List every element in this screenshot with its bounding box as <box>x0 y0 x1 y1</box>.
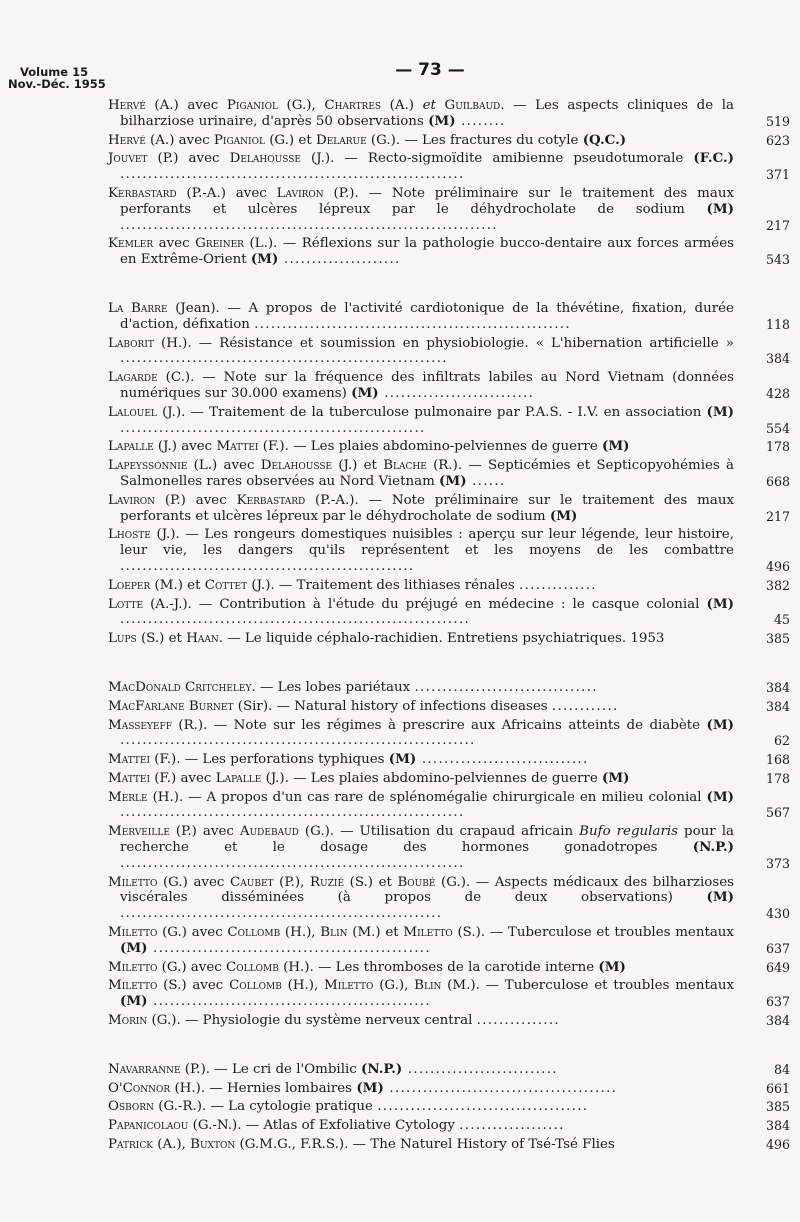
index-entry <box>108 875 790 922</box>
page-ref: 567 <box>765 805 790 821</box>
author-name: O'Connor <box>108 1080 171 1096</box>
page-ref: 217 <box>765 217 790 233</box>
index-entry <box>108 1099 790 1115</box>
index-entry <box>108 597 790 629</box>
author-name: Blin <box>414 978 442 994</box>
entry-text <box>108 718 734 750</box>
author-name: Hervé <box>108 132 146 148</box>
index-entry <box>108 186 790 233</box>
author-name: Hervé <box>108 98 146 113</box>
entry-segment: (A.) avec <box>145 132 214 148</box>
entry-segment: . — Les lobes pariétaux <box>251 679 415 695</box>
entry-segment: (P.) avec <box>169 824 240 840</box>
author-name: Laviron <box>276 185 324 201</box>
index-entries <box>108 98 790 1186</box>
author-name: Delahousse <box>229 151 301 167</box>
author-name: Lotte <box>108 596 144 612</box>
entry-segment: (J.). — Traitement de la tuberculose pulmonaire par P.A.S. - I.V. en association <box>156 404 707 420</box>
page-ref: 384 <box>765 1013 790 1029</box>
leader-dots: ........................................................... <box>120 351 448 367</box>
index-entry <box>108 527 790 574</box>
type-code: (M) <box>388 751 417 768</box>
entry-segment: (A.-J.). — Contribution à l'étude du préjugé en médecine : le casque colonial <box>143 596 707 612</box>
entry-segment: (G.) avec <box>157 925 228 941</box>
author-name: Lapeyssonnie <box>108 458 188 474</box>
entry-segment: (G.) et <box>264 132 316 148</box>
index-entry <box>108 336 790 368</box>
page-ref: 373 <box>765 855 790 871</box>
entry-segment <box>436 98 445 113</box>
author-name: Miletto <box>108 874 158 890</box>
leader-dots: .............. <box>519 577 597 593</box>
entry-segment: (G.M.G., F.R.S.). — The Naturel History of Tsé-Tsé Flies <box>235 1137 615 1153</box>
entry-segment: (R.). — Note sur les régimes à prescrire aux Africains atteints de diabète <box>171 717 707 733</box>
entry-segment: (L.). — Réflexions sur la pathologie bucco-dentaire aux forces armées en Extrême-Orient <box>120 236 734 268</box>
entry-segment: (H.). — Les thromboses de la carotide interne <box>278 959 599 975</box>
entry-text <box>108 578 734 594</box>
author-name: Piganiol <box>226 98 278 113</box>
entry-text <box>108 597 734 629</box>
entry-segment: (F.). — Les perforations typhiques <box>150 752 389 768</box>
leader-dots: ................... <box>459 1118 565 1134</box>
author-name: Blin <box>320 925 348 941</box>
author-name: Lapalle <box>108 439 154 455</box>
entry-segment: (G.). — Aspects médicaux des bilharzioses viscérales disséminées (à propos de deux observations) <box>120 874 734 906</box>
entry-segment: (J.) avec <box>153 439 217 455</box>
page-ref: 519 <box>765 113 790 129</box>
entry-segment: (C.). — Note sur la fréquence des infiltrats labiles au Nord Vietnam (données numériques sur 30.000 examens) <box>120 370 734 401</box>
entry-segment: (M.). — Tuberculose et troubles mentaux <box>441 978 734 994</box>
entry-segment: et <box>422 98 436 113</box>
leader-dots: ......................................... <box>383 1080 618 1096</box>
index-entry <box>108 790 790 822</box>
author-name: Boubé <box>397 874 436 890</box>
page-ref: 637 <box>765 994 790 1010</box>
index-entry <box>108 458 790 490</box>
type-code: (M) <box>706 403 734 420</box>
type-code: (M) <box>706 788 734 805</box>
leader-dots: ........ <box>455 113 506 129</box>
entry-segment: (M.) et <box>150 577 205 593</box>
index-entry <box>108 151 790 183</box>
leader-dots: ........................... <box>402 1061 558 1077</box>
leader-dots: .............................. <box>416 752 589 768</box>
page-ref: 496 <box>765 1137 790 1153</box>
type-code: (M) <box>549 507 578 524</box>
entry-text <box>108 1099 734 1115</box>
entry-segment: (H.). — Hernies lombaires <box>170 1080 357 1096</box>
index-entry <box>108 1118 790 1134</box>
leader-dots: .................................................. <box>147 940 431 956</box>
entry-text <box>108 875 734 922</box>
page-ref: 385 <box>765 1099 790 1115</box>
index-entry <box>108 405 790 437</box>
author-name: Lapalle <box>215 770 262 786</box>
index-group <box>108 301 790 647</box>
leader-dots: ..................................................... <box>120 558 415 574</box>
entry-segment: (A.) avec <box>145 98 227 113</box>
author-name: MacDonald Critcheley <box>108 679 252 695</box>
index-entry <box>108 236 790 268</box>
index-entry <box>108 578 790 594</box>
entry-segment: (J.). — Traitement des lithiases rénales <box>247 577 520 593</box>
author-name: Laviron <box>108 492 156 508</box>
entry-text <box>108 1013 734 1029</box>
type-code: (M) <box>706 595 734 612</box>
type-code: (M) <box>428 112 456 129</box>
entry-segment: (H.), <box>281 978 325 994</box>
author-name: Lagarde <box>108 370 158 386</box>
entry-text <box>108 458 734 490</box>
leader-dots: ................................................................ <box>120 733 476 749</box>
type-code: (Q.C.) <box>582 131 627 148</box>
entry-segment: (S.). — Tuberculose et troubles mentaux <box>452 925 734 941</box>
page-ref: 384 <box>765 1118 790 1134</box>
author-name: Piganiol <box>213 132 265 148</box>
page-ref: 384 <box>765 698 790 714</box>
entry-text <box>108 493 734 525</box>
entry-text <box>108 527 734 574</box>
page-ref: 382 <box>765 577 790 593</box>
author-name: Merle <box>108 789 148 805</box>
entry-segment: (A.), <box>152 1137 191 1153</box>
type-code: (M) <box>706 889 734 906</box>
type-code: (N.P.) <box>692 839 734 856</box>
page-ref: 543 <box>765 252 790 268</box>
author-name: Collomb <box>229 978 282 994</box>
entry-segment: (P.-A.). — Note préliminaire sur le traitement des maux perforants et ulcères lépreux par le déhydrocholate de sodium <box>120 492 734 524</box>
leader-dots: ....................................................... <box>120 420 426 436</box>
leader-dots: ............ <box>551 698 619 714</box>
author-name: Jouvet <box>108 151 148 167</box>
entry-segment: (M.) et <box>347 925 404 941</box>
entry-text <box>108 1137 734 1153</box>
author-name: Delarue <box>315 132 367 148</box>
entry-text <box>108 1118 734 1134</box>
author-name: Lhoste <box>108 527 151 543</box>
index-entry <box>108 718 790 750</box>
index-entry <box>108 960 790 976</box>
page-ref: 661 <box>765 1080 790 1096</box>
leader-dots: .............................................................. <box>120 167 465 183</box>
entry-text <box>108 151 734 183</box>
index-entry <box>108 1062 790 1078</box>
entry-segment: (G.-N.). — Atlas of Exfoliative Cytology <box>188 1118 460 1134</box>
author-name: Morin <box>108 1013 148 1029</box>
page-ref: 384 <box>765 351 790 367</box>
author-name: Miletto <box>108 925 158 941</box>
entry-segment: (G.), <box>373 978 415 994</box>
leader-dots: ............................................................... <box>120 612 471 628</box>
page-ref: 428 <box>765 385 790 401</box>
leader-dots: .................................................................... <box>120 217 498 233</box>
entry-text <box>108 186 734 233</box>
author-name: Blache <box>383 458 427 474</box>
entry-segment: (Sir). — Natural history of infections diseases <box>233 698 552 714</box>
entry-text <box>108 1081 734 1097</box>
index-entry <box>108 680 790 696</box>
index-entry <box>108 1081 790 1097</box>
author-name: La Barre <box>108 300 168 316</box>
author-name: Kemler <box>108 236 154 252</box>
entry-segment: Bufo regularis <box>579 824 679 840</box>
page-ref: 496 <box>765 558 790 574</box>
author-name: Cottet <box>204 577 248 593</box>
author-name: Delahousse <box>260 458 333 474</box>
page-ref: 168 <box>765 752 790 768</box>
author-name: Loeper <box>108 577 151 593</box>
entry-segment: (P.-A.) avec <box>176 185 277 201</box>
entry-segment: (S.) avec <box>157 978 230 994</box>
entry-text <box>108 631 734 647</box>
entry-text <box>108 960 734 976</box>
entry-segment: (P.). — Le cri de l'Ombilic <box>180 1061 362 1077</box>
entry-text <box>108 336 734 368</box>
entry-segment: (Jean). — A propos de l'activité cardiotonique de la thévétine, fixation, durée d'action, défixation <box>120 300 734 332</box>
type-code: (M) <box>120 939 148 956</box>
entry-text <box>108 925 734 957</box>
author-name: Miletto <box>324 978 374 994</box>
type-code: (M) <box>356 1079 384 1096</box>
author-name: Laborit <box>108 335 154 351</box>
entry-text <box>108 699 734 715</box>
index-entry <box>108 925 790 957</box>
entry-segment: (F.) avec <box>150 770 216 786</box>
entry-segment: (H.). — Résistance et soumission en physiobiologie. « L'hibernation artificielle » <box>153 335 734 351</box>
entry-segment: (F.). — Les plaies abdomino-pelviennes de guerre <box>258 439 603 455</box>
entry-text <box>108 978 734 1010</box>
index-entry <box>108 631 790 647</box>
index-entry <box>108 98 790 130</box>
author-name: Osborn <box>108 1099 154 1115</box>
page-ref: 554 <box>765 420 790 436</box>
leader-dots: ..................... <box>278 252 401 268</box>
type-code: (M) <box>706 200 734 217</box>
page-ref: 118 <box>765 316 790 332</box>
index-entry <box>108 699 790 715</box>
entry-segment: (J.). — Recto-sigmoïdite amibienne pseudotumorale <box>300 151 694 167</box>
entry-text <box>108 405 734 437</box>
leader-dots: .......................................................... <box>120 906 443 922</box>
author-name: Merveille <box>108 824 170 840</box>
entry-segment: (P.), <box>273 874 310 890</box>
author-name: Miletto <box>403 925 453 941</box>
type-code: (M) <box>706 716 734 733</box>
index-entry <box>108 771 790 787</box>
type-code: (N.P.) <box>361 1060 403 1077</box>
entry-segment: (G.). — Physiologie du système nerveux central <box>147 1013 477 1029</box>
leader-dots: ........................... <box>378 385 535 401</box>
entry-segment: (J.) et <box>332 458 384 474</box>
author-name: Audebaud <box>239 824 299 840</box>
page-ref: 371 <box>765 167 790 183</box>
author-name: Masseyeff <box>108 717 172 733</box>
type-code: (M) <box>250 251 279 268</box>
issue-label: Nov.-Déc. 1955 <box>8 77 106 91</box>
author-name: Buxton <box>190 1137 236 1153</box>
author-name: Mattei <box>108 770 151 786</box>
entry-segment: (S.) et <box>344 874 398 890</box>
entry-text <box>108 301 734 333</box>
entry-segment: (J.). — Les rongeurs domestiques nuisibles : aperçu sur leur légende, leur histoire, leur vie, les dangers qu'ils représentent et les moyens de les combattre <box>120 527 734 559</box>
entry-segment: (L.) avec <box>187 458 261 474</box>
author-name: Collomb <box>226 959 279 975</box>
type-code: (M) <box>351 384 379 401</box>
entry-text <box>108 236 734 268</box>
type-code: (M) <box>598 958 626 975</box>
volume-label: Volume 15 <box>20 65 89 79</box>
leader-dots: .................................................. <box>147 994 431 1010</box>
page-ref: 637 <box>765 940 790 956</box>
author-name: Collomb <box>227 925 281 941</box>
entry-segment: pour la recherche et le dosage des hormones gonadotropes <box>120 824 734 856</box>
index-entry <box>108 301 790 333</box>
entry-segment: (G.) avec <box>157 874 231 890</box>
type-code: (M) <box>120 993 148 1010</box>
leader-dots: ......................................................... <box>254 316 571 332</box>
index-entry <box>108 1013 790 1029</box>
entry-segment: . — Le liquide céphalo-rachidien. Entretiens psychiatriques. 1953 <box>218 631 665 647</box>
page-ref: 217 <box>765 508 790 524</box>
entry-segment: (J.). — Les plaies abdomino-pelviennes de guerre <box>261 770 603 786</box>
type-code: (M) <box>439 472 467 489</box>
leader-dots: .............................................................. <box>120 855 465 871</box>
index-entry <box>108 824 790 871</box>
index-entry <box>108 133 790 149</box>
entry-segment: (G.-R.). — La cytologie pratique <box>153 1099 378 1115</box>
entry-segment: (H.). — A propos d'un cas rare de splénomégalie chirurgicale en milieu colonial <box>147 789 707 805</box>
entry-text <box>108 790 734 822</box>
entry-segment: (G.) avec <box>157 959 227 975</box>
page-ref: 430 <box>765 906 790 922</box>
author-name: Chartres <box>324 98 382 113</box>
author-name: Miletto <box>108 959 158 975</box>
type-code: (M) <box>602 438 630 455</box>
index-group <box>108 1062 790 1153</box>
type-code: (F.C.) <box>693 150 734 167</box>
entry-text <box>108 771 734 787</box>
entry-segment: avec <box>153 236 196 252</box>
author-name: Kerbastard <box>236 492 306 508</box>
page-ref: 178 <box>765 439 790 455</box>
page-ref: 384 <box>765 679 790 695</box>
author-name: Lalouel <box>108 404 157 420</box>
author-name: Mattei <box>108 752 151 768</box>
author-name: Ruzié <box>309 874 345 890</box>
leader-dots: ................................. <box>414 679 598 695</box>
index-entry <box>108 1137 790 1153</box>
page-ref: 623 <box>765 132 790 148</box>
leader-dots: ...... <box>466 473 506 489</box>
index-entry <box>108 493 790 525</box>
author-name: Mattei <box>216 439 259 455</box>
entry-segment: (S.) et <box>136 631 187 647</box>
leader-dots: ...................................... <box>377 1099 589 1115</box>
author-name: Caubet <box>230 874 274 890</box>
index-entry <box>108 370 790 402</box>
page-ref: 649 <box>765 959 790 975</box>
index-entry <box>108 752 790 768</box>
page-ref: 84 <box>773 1061 790 1077</box>
page-ref: 45 <box>773 612 790 628</box>
entry-segment: (G.), <box>277 98 325 113</box>
entry-segment: . — Les aspects cliniques de la bilharziose urinaire, d'après 50 observations <box>120 98 734 129</box>
page-ref: 668 <box>765 473 790 489</box>
entry-text <box>108 1062 734 1078</box>
author-name: Lups <box>108 631 137 647</box>
entry-segment: (A.) <box>381 98 423 113</box>
leader-dots: .............................................................. <box>120 805 465 821</box>
page-ref: 385 <box>765 631 790 647</box>
type-code: (M) <box>602 769 630 786</box>
author-name: Patrick <box>108 1137 153 1153</box>
entry-segment: (R.). — Septicémies et Septicopyohémies à Salmonelles rares observées au Nord Vietnam <box>120 458 735 489</box>
author-name: Kerbastard <box>108 185 177 201</box>
entry-text <box>108 752 734 768</box>
entry-segment: (P.) avec <box>147 151 230 167</box>
entry-text <box>108 680 734 696</box>
entry-segment: (H.), <box>280 925 321 941</box>
index-group <box>108 680 790 1029</box>
leader-dots: ............... <box>476 1013 560 1029</box>
author-name: Guilbaud <box>444 98 501 113</box>
author-name: Haan <box>186 631 219 647</box>
entry-segment: (G.). — Utilisation du crapaud africain <box>298 824 580 840</box>
author-name: Navarranne <box>108 1061 181 1077</box>
entry-text <box>108 133 734 149</box>
page-ref: 62 <box>773 733 790 749</box>
author-name: Papanicolaou <box>108 1118 189 1134</box>
entry-segment: (P.) avec <box>155 492 237 508</box>
entry-text <box>108 370 734 402</box>
index-entry <box>108 439 790 455</box>
index-entry <box>108 978 790 1010</box>
page-ref: 178 <box>765 770 790 786</box>
author-name: Miletto <box>108 978 158 994</box>
page-number: — 73 — <box>395 60 465 80</box>
author-name: Greiner <box>195 236 244 252</box>
entry-segment: (P.). — Note préliminaire sur le traitement des maux perforants et ulcères lépreux par le déhydrocholate de sodium <box>120 185 734 217</box>
index-group <box>108 98 790 268</box>
entry-text <box>108 439 734 455</box>
entry-text <box>108 824 734 871</box>
entry-text <box>108 98 734 130</box>
entry-segment: (G.). — Les fractures du cotyle <box>366 132 583 148</box>
author-name: MacFarlane Burnet <box>108 698 234 714</box>
